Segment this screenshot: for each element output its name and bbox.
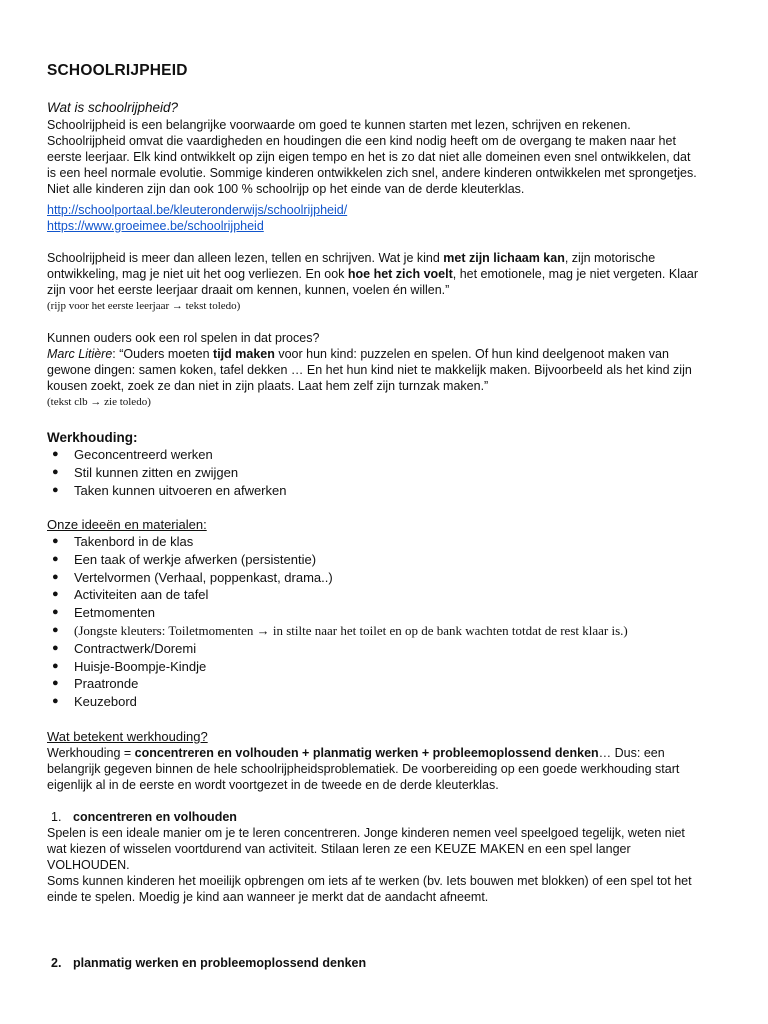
source-note: (rijp voor het eerste leerjaar → tekst toledo) bbox=[47, 300, 241, 312]
ouders-paragraph: Kunnen ouders ook een rol spelen in dat proces? Marc Litière: “Ouders moeten tijd maken voor hun kind: puzzelen en spelen. Of hun kind deelgenoot maken van gewone dingen: samen koken, tafel dekken … En het hun kind niet te makkelijk maken. Bijvoorbeeld als het kind zijn kousen zoekt, zoek ze dan niet in zijn plaats. Laat hem zelf zijn turnzak maken.” (tekst clb → zie toledo) bbox=[47, 331, 692, 408]
intro-question: Wat is schoolrijpheid? bbox=[47, 100, 179, 115]
werkhouding-section bbox=[47, 429, 286, 499]
ideeen-list bbox=[47, 533, 628, 711]
quote-author: Marc Litière bbox=[47, 347, 113, 361]
list-item: ● Een taak of werkje afwerken (persistentie) bbox=[52, 551, 317, 567]
section-concentreren: 1. concentreren en volhouden Spelen is een ideale manier om je te leren concentreren. Jonge kinderen nemen veel speelgoed tegelijk, weten niet wat kiezen of wisselen voortdurend van activiteit. Stilaan leren ze een KEUZE MAKEN en een spel langer VOLHOUDEN. Soms kunnen kinderen het moeilijk opbrengen om iets af te werken (bv. Iets bouwen met blokken) of een spel tot het einde te spelen. Moedig je kind aan wanneer je merkt dat de aandacht afneemt. bbox=[47, 810, 692, 904]
lichaam-paragraph: Schoolrijpheid is meer dan alleen lezen, tellen en schrijven. Wat je kind met zijn lichaam kan, zijn motorische ontwikkeling, mag je niet uit het oog verliezen. En ook hoe het zich voelt, het emotionele, mag je niet vergeten. Klaar zijn voor het eerste leerjaar draait om kennen, kunnen, voelen én willen.” (rijp voor het eerste leerjaar → tekst toledo) bbox=[47, 251, 699, 312]
source-note: (tekst clb → zie toledo) bbox=[47, 396, 151, 408]
list-item: ● Eetmomenten bbox=[52, 605, 155, 621]
section-heading: 1. concentreren en volhouden bbox=[51, 810, 237, 824]
betekenis-section: Wat betekent werkhouding? Werkhouding = concentreren en volhouden + planmatig werken + probleemoplossend denken… Dus: een belangrijk gegeven binnen de hele schoolrijpheidsproblematiek. De voorbereiding op een goede werkhouding start eigenlijk al in de eerste en wordt voortgezet in de tweede en de derde kleuterklas. bbox=[47, 729, 680, 792]
werkhouding-heading: Werkhouding: bbox=[47, 430, 138, 445]
section-planmatig bbox=[47, 955, 366, 971]
list-item: ● Praatronde bbox=[52, 676, 139, 692]
intro-line: Niet alle kinderen zijn dan ook 100 % schoolrijp op het einde van de derde kleuterklas. bbox=[47, 182, 525, 196]
list-item: ● Huisje-Boompje-Kindje bbox=[52, 658, 207, 674]
list-item: ● (Jongste kleuters: Toiletmomenten → in stilte naar het toilet en op de bank wachten totdat de rest klaar is.) bbox=[52, 622, 628, 638]
intro-line: is een heel normale evolutie. Sommige kinderen ontwikkelen zich snel, andere kinderen ontwikkelen met sprongetjes. bbox=[47, 166, 697, 180]
list-item: ● Taken kunnen uitvoeren en afwerken bbox=[52, 482, 287, 498]
intro-line: eerste leerjaar. Elk kind ontwikkelt op zijn eigen tempo en het is zo dat niet alle domeinen even snel ontwikkelen, dat bbox=[47, 150, 691, 164]
list-item: ● Contractwerk/Doremi bbox=[52, 640, 197, 656]
betekenis-heading: Wat betekent werkhouding? bbox=[47, 729, 208, 744]
list-item: ● Vertelvormen (Verhaal, poppenkast, drama..) bbox=[52, 569, 333, 585]
werkhouding-list bbox=[47, 446, 286, 499]
list-item: ● Takenbord in de klas bbox=[52, 534, 194, 549]
intro-line: Schoolrijpheid is een belangrijke voorwaarde om goed te kunnen starten met lezen, schrijven en rekenen. bbox=[47, 118, 631, 132]
intro-line: Schoolrijpheid omvat die vaardigheden en houdingen die een kind nodig heeft om de overgang te maken naar het bbox=[47, 134, 676, 148]
ideeen-heading: Onze ideeën en materialen: bbox=[47, 517, 207, 532]
list-item: ● Geconcentreerd werken bbox=[52, 447, 213, 462]
page-title: SCHOOLRIJPHEID bbox=[47, 62, 188, 79]
list-item: ● Activiteiten aan de tafel bbox=[52, 587, 209, 603]
intro-section bbox=[47, 99, 697, 234]
section-heading: 2. planmatig werken en probleemoplossend denken bbox=[51, 956, 367, 970]
schoolportaal-link[interactable]: http://schoolportaal.be/kleuteronderwijs/schoolrijpheid/ bbox=[47, 203, 348, 217]
list-item: ● Keuzebord bbox=[52, 694, 137, 710]
ideeen-section bbox=[47, 516, 628, 711]
list-item: ● Stil kunnen zitten en zwijgen bbox=[52, 464, 239, 480]
groeimee-link[interactable]: https://www.groeimee.be/schoolrijpheid bbox=[47, 219, 264, 233]
